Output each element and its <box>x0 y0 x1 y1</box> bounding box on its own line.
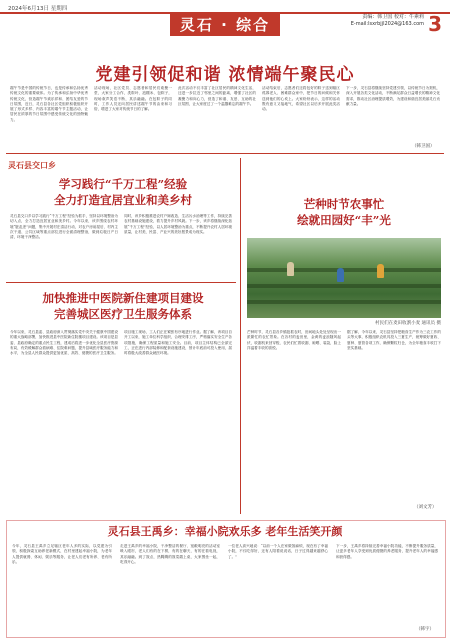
article1-col-b: 同时，该乡积极推进农村户厕改造、生活污水治理等工作，持续完善农村基础设施建设，着力提升乡村风貌。下一步，该乡将继续深化拓展“千万工程”经验，以人居环境整治为重点，不断提升农村人居环境质量，让村美、民富、产业兴的美好愿景成为现实。 <box>124 214 232 234</box>
article1-headline <box>18 176 228 208</box>
bottom-col-d: 下一步，王禹乡将持续完善幸福小院功能，不断提升服务质量，让更多老年人享受到优质便捷的养老服务，提升老年人的幸福感和获得感。 <box>336 544 438 559</box>
bottom-headline: 灵石县王禹乡：幸福小院欢乐多 老年生活笑开颜 <box>107 525 343 538</box>
person-figure <box>287 262 294 276</box>
person-figure <box>337 268 344 282</box>
article3-headline-line2: 绘就田园好“丰”光 <box>297 213 391 227</box>
article3-headline <box>246 196 442 228</box>
article3-col-b: 据了解，今年以来，灵石县坚持把粮食生产作为三农工作的头等大事，积极组织农机具投入三夏生产，统筹做好夏收、夏种、夏管各项工作，确保颗粒归仓，为全年粮食丰收打下坚实基础。 <box>347 330 441 350</box>
bottom-col-a: 今年，灵石县王禹乡立足辖区老年人多的实际，以党建为引领，积极探索互助养老新模式，在村里建起幸福小院，为老年人提供就餐、休闲、娱乐等服务，让老人们老有所养、老有所乐。 <box>12 544 112 564</box>
article1-col-a: 灵石县交口乡以学习践行“千万工程”经验为抓手，坚持以环境整治为切入点，全力打造宜居宜业和美乡村。今年以来，该乡围绕农村环境“脏乱差”问题，集中开展村庄清洁行动，对农户房前屋后、村内主次干道、公共区域等重点部位进行全面清理整治，做到垃圾日产日清，环境干净整洁。 <box>10 214 118 240</box>
article3-headline-line1: 芒种时节农事忙 <box>303 197 385 211</box>
article3-col-a: 芒种时节，灵石县各乡镇抢抓农时，田间地头处处呈现出一派繁忙的农忙景象。在各村的麦田里，金黄的麦浪随风起伏，收割机来回穿梭，农民们忙着收割、晾晒、装袋，脸上洋溢着丰收的喜悦。 <box>247 330 341 350</box>
section-label: 灵石县交口乡 <box>8 161 56 170</box>
lead-col-3: 此次活动不仅丰富了社区居民的精神文化生活，还进一步拉近了邻里之间的距离，增强了社区的凝聚力和向心力，营造了和谐、友爱、互助的社区氛围，让大家度过了一个温馨难忘的端午节。 <box>178 86 256 106</box>
lead-end-mark: （韩卫国） <box>412 144 435 149</box>
lead-headline: 党建引领促和谐 浓情端午聚民心 <box>95 65 355 85</box>
column-divider <box>240 158 241 514</box>
crop-row <box>247 268 441 272</box>
article2-col-b: 项目施工现场，工人们正在紧张有序地进行作业。据了解，该项目自开工以来，施工单位科学组织，合理安排工序，严格落实安全生产各项措施，确保工程质量和施工安全。目前，项目主体结构已全部完工，正在进行内部装修和配套设施建设，预计年底前可投入使用，届时将极大改善群众就医环境。 <box>124 330 232 356</box>
editors-email: E-mail:lsxrbjjl2024@163.com <box>350 21 424 27</box>
crop-row <box>247 300 441 304</box>
article1-headline-line1: 学习践行“千万工程”经验 <box>58 177 188 191</box>
divider <box>6 282 236 283</box>
editors-line: 责编：韩卫国 校对：牛素莉 <box>362 14 424 20</box>
photo-caption: 村民们在麦田收割小麦 通讯员 摄 <box>375 321 441 326</box>
article2-headline-line2: 完善城区医疗卫生服务体系 <box>54 307 192 321</box>
editors-info <box>351 14 424 28</box>
bottom-col-b: 走进王禹乡的幸福小院，干净整洁的餐厅、宽敞明亮的活动室映入眼帘，老人们有的在下棋，有的在聊天，有的在看电视，其乐融融。到了饭点，热腾腾的饭菜端上桌，大家围坐一起，吃得开心。 <box>120 544 220 564</box>
harvest-photo <box>247 238 441 318</box>
bottom-col-c: 一位老人高兴地说：“以前一个人在家做饭麻烦，现在有了幸福小院，不仅吃得好，还有人陪着说说话，日子过得越来越舒心了。” <box>228 544 328 559</box>
page-number: 3 <box>428 12 442 36</box>
lead-col-2: 活动现场，社区党员、志愿者和居民们欢聚一堂，大家分工合作，洗粽叶、泡糯米、包粽子，现场欢声笑语不断，其乐融融。在包粽子的同时，工作人员还向居民讲述端午节的由来和习俗，增进了大家对传统节日的了解。 <box>94 86 172 112</box>
lead-col-4: 活动结束后，志愿者们还将包好的粽子送到辖区孤寡老人、困难群众家中，把节日的问候和关怀送到他们的心坎上。大家纷纷表示，这样的活动既有意义又接地气，希望社区以后多开展此类活动。 <box>262 86 340 112</box>
article2-headline-line1: 加快推进中医院新住建项目建设 <box>42 291 204 305</box>
divider <box>6 153 444 154</box>
article2-headline <box>18 290 228 322</box>
date-line: 2024年6月13日 星期四 <box>8 6 68 12</box>
article1-headline-line2: 全力打造宜居宜业和美乡村 <box>54 193 192 207</box>
lead-col-5: 下一步，灵石县将继续坚持党建引领，以传统节日为契机，深入开展各类文化活动，不断满足群众日益增长的精神文化需求，推动社区治理提质增效，为建设和谐宜居美丽灵石贡献力量。 <box>346 86 440 106</box>
crop-row <box>247 284 441 288</box>
article3-end-mark: （刘文芳） <box>414 505 437 510</box>
bottom-end-mark: （韩宇） <box>416 627 434 632</box>
person-figure <box>377 264 384 278</box>
article2-col-a: 今年以来，灵石县委、县政府深入贯彻落实党中央关于健康中国建设的重大战略部署，加快推进县中医院新住院楼项目建设。该项目是县委、县政府确定的重点民生工程，建成后将进一步优化全县医疗资源布局，有效缓解群众看病难、住院难问题，提升县域医疗服务能力和水平，为全县人民群众提供更加优质、高效、便捷的医疗卫生服务。 <box>10 330 118 356</box>
section-title: 灵石 · 综合 <box>170 14 280 36</box>
lead-col-1: 端午节是中国的传统节日，也是传承和弘扬优秀传统文化的重要载体。为了传承和弘扬中华优秀传统文化，营造端午节欢乐祥和、团结友爱的节日氛围，近日，灵石县各社区党组织积极组织开展了形式多样、内容丰富的端午节主题活动，让居民在浓厚的节日氛围中感受传统文化的独特魅力。 <box>10 86 88 122</box>
